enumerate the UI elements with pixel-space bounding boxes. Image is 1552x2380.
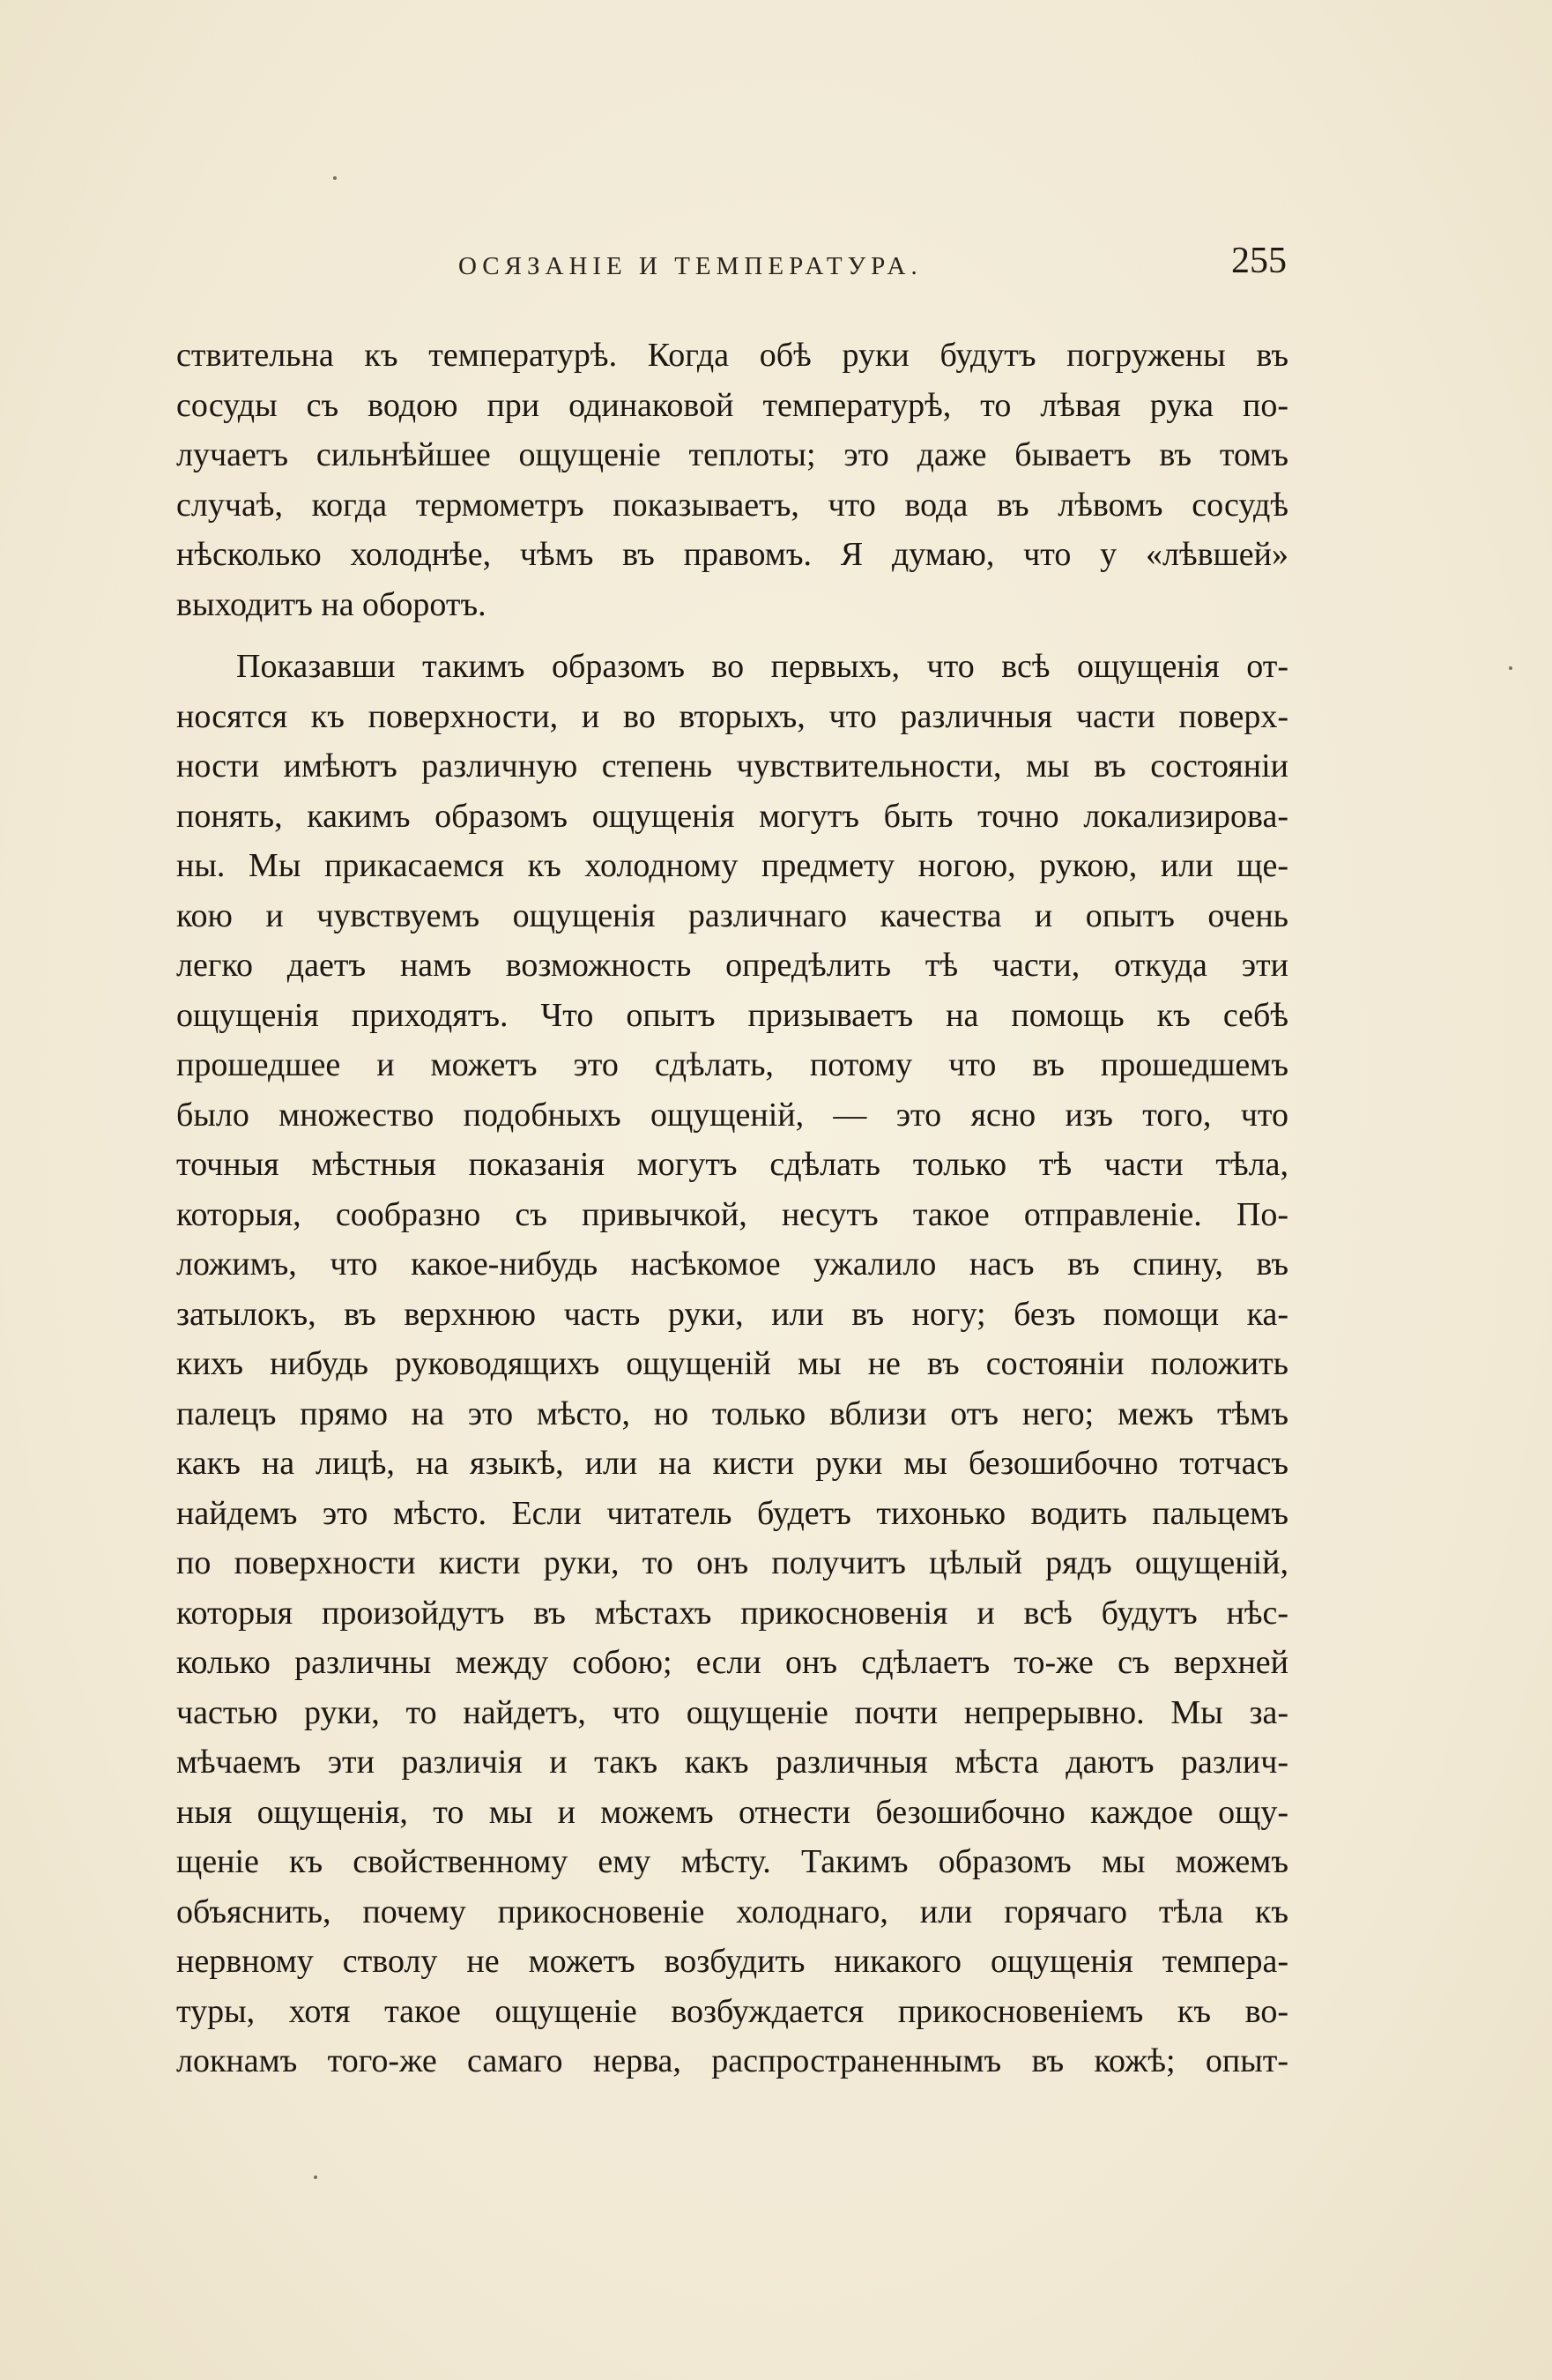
text-line: нервному стволу не можетъ возбудить никакого ощущенія темпера- (176, 1943, 1288, 1980)
text-line: ствительна къ температурѣ. Когда обѣ руки будутъ погружены въ (176, 337, 1288, 374)
text-line: было множество подобныхъ ощущеній, — это ясно изъ того, что (176, 1096, 1288, 1134)
paper-speck (314, 2175, 317, 2179)
text-line: понять, какимъ образомъ ощущенія могутъ быть точно локализирова- (176, 797, 1288, 835)
text-line: ныя ощущенія, то мы и можемъ отнести безошибочно каждое ощу- (176, 1793, 1288, 1831)
text-line: ности имѣютъ различную степень чувствительности, мы въ состояніи (176, 747, 1288, 785)
text-line: прошедшее и можетъ это сдѣлать, потому что въ прошедшемъ (176, 1046, 1288, 1083)
text-line: частью руки, то найдетъ, что ощущеніе почти непрерывно. Мы за- (176, 1693, 1288, 1731)
paper-speck (1509, 666, 1512, 670)
text-line: ощущенія приходятъ. Что опытъ призываетъ на помощь къ себѣ (176, 996, 1288, 1034)
text-line: ны. Мы прикасаемся къ холодному предмету ногою, рукою, или ще- (176, 847, 1288, 884)
text-line: лучаетъ сильнѣйшее ощущеніе теплоты; это даже бываетъ въ томъ (176, 436, 1288, 473)
text-line: точныя мѣстныя показанія могутъ сдѣлать только тѣ части тѣла, (176, 1146, 1288, 1183)
text-line: объяснить, почему прикосновеніе холоднаго, или горячаго тѣла къ (176, 1893, 1288, 1930)
text-line: локнамъ того-же самаго нерва, распространеннымъ въ кожѣ; опыт- (176, 2042, 1288, 2079)
text-line: кихъ нибудь руководящихъ ощущеній мы не въ состояніи положить (176, 1345, 1288, 1382)
text-line: случаѣ, когда термометръ показываетъ, что вода въ лѣвомъ сосудѣ (176, 486, 1288, 524)
text-line: выходитъ на оборотъ. (176, 585, 486, 623)
text-line: легко даетъ намъ возможность опредѣлить тѣ части, откуда эти (176, 947, 1288, 984)
text-line: палецъ прямо на это мѣсто, но только вблизи отъ него; межъ тѣмъ (176, 1395, 1288, 1432)
running-title: ОСЯЗАНІЕ И ТЕМПЕРАТУРА. (458, 252, 923, 280)
text-line: которыя произойдутъ въ мѣстахъ прикосновенія и всѣ будутъ нѣс- (176, 1594, 1288, 1632)
text-line: найдемъ это мѣсто. Если читатель будетъ тихонько водить пальцемъ (176, 1494, 1288, 1532)
text-line: какъ на лицѣ, на языкѣ, или на кисти руки мы безошибочно тотчасъ (176, 1445, 1288, 1482)
paper-speck (333, 176, 337, 180)
text-line: кою и чувствуемъ ощущенія различнаго качества и опытъ очень (176, 896, 1288, 934)
text-line: мѣчаемъ эти различія и такъ какъ различныя мѣста даютъ различ- (176, 1744, 1288, 1781)
text-line: Показавши такимъ образомъ во первыхъ, что всѣ ощущенія от- (236, 648, 1288, 685)
text-line: сосуды съ водою при одинаковой температурѣ, то лѣвая рука по- (176, 386, 1288, 424)
text-line: нѣсколько холоднѣе, чѣмъ въ правомъ. Я думаю, что у «лѣвшей» (176, 536, 1288, 573)
text-line: носятся къ поверхности, и во вторыхъ, что различныя части поверх- (176, 697, 1288, 735)
text-line: затылокъ, въ верхнюю часть руки, или въ ногу; безъ помощи ка- (176, 1295, 1288, 1333)
text-line: ложимъ, что какое-нибудь насѣкомое ужалило насъ въ спину, въ (176, 1246, 1288, 1283)
text-line: щеніе къ свойственному ему мѣсту. Такимъ образомъ мы можемъ (176, 1843, 1288, 1880)
body-text (176, 331, 1288, 2086)
page-number: 255 (1231, 241, 1287, 281)
page-header (176, 240, 1287, 293)
text-line: которыя, сообразно съ привычкой, несутъ такое отправленіе. По- (176, 1195, 1288, 1233)
text-line: туры, хотя такое ощущеніе возбуждается прикосновеніемъ къ во- (176, 1992, 1288, 2030)
text-line: колько различны между собою; если онъ сдѣлаетъ то-же съ верхней (176, 1644, 1288, 1681)
text-line: по поверхности кисти руки, то онъ получитъ цѣлый рядъ ощущеній, (176, 1544, 1288, 1581)
